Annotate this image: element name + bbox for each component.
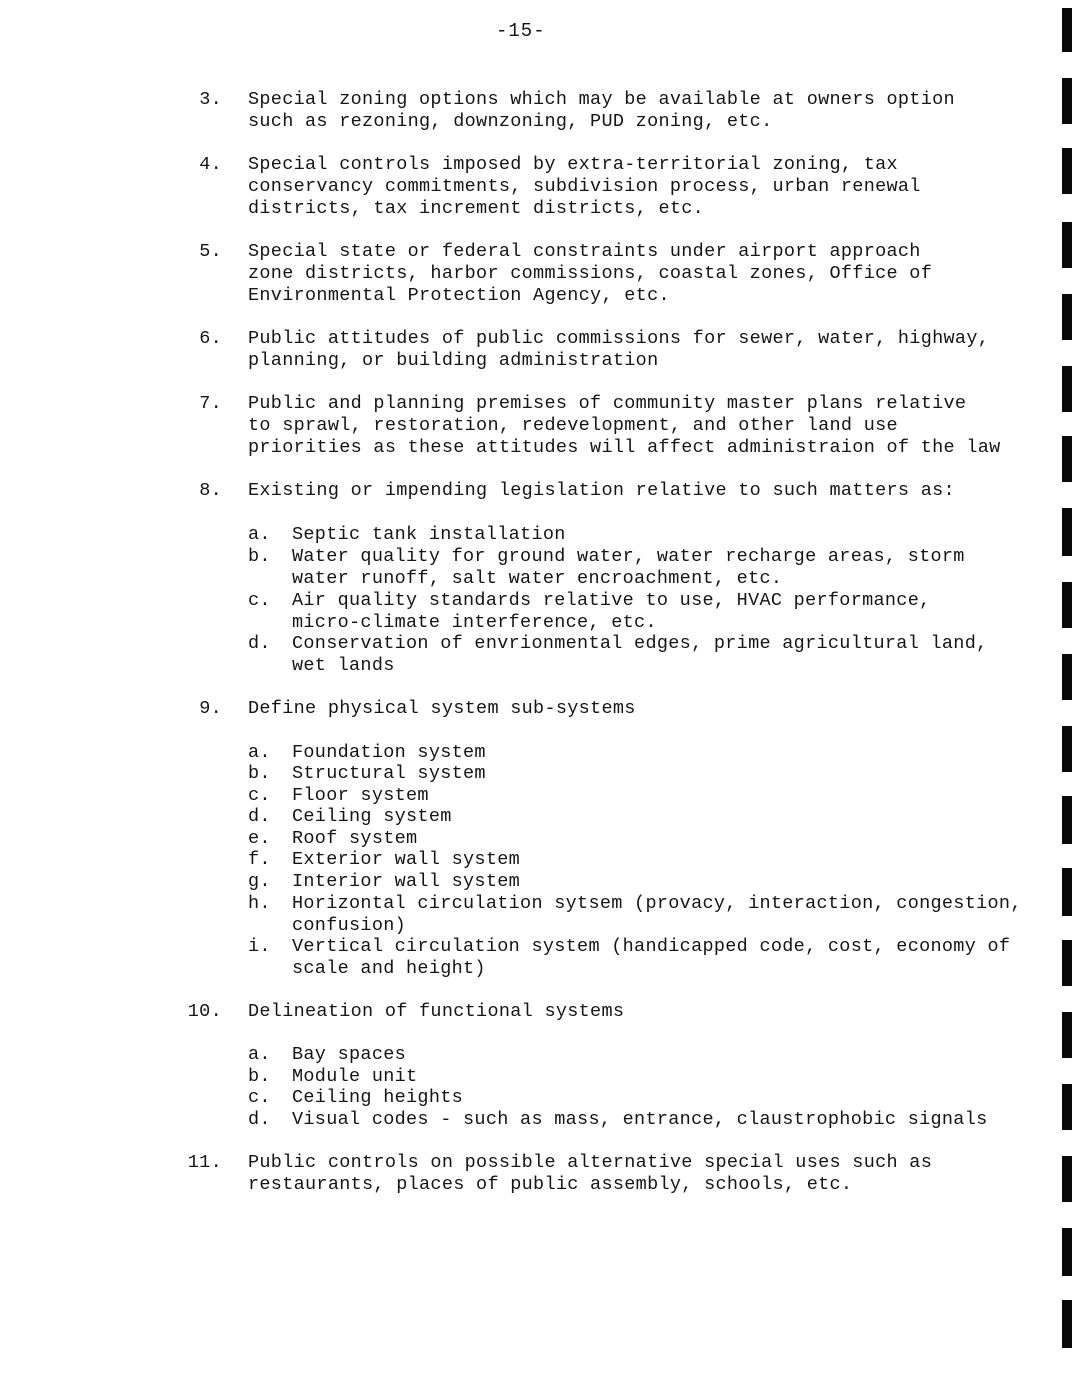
sub-item-text: Interior wall system	[292, 871, 521, 892]
scan-mark	[1062, 148, 1072, 194]
item-text: Existing or impending legislation relative to such matters as:	[248, 480, 955, 501]
sub-item-letter: c.	[248, 785, 271, 806]
sub-item-text: Septic tank installation	[292, 524, 566, 545]
item-number: 7.	[199, 393, 222, 414]
sub-item-letter: c.	[248, 1087, 271, 1108]
item-number: 5.	[199, 241, 222, 262]
item-text: Delineation of functional systems	[248, 1001, 625, 1022]
scan-mark	[1062, 78, 1072, 124]
scan-mark	[1062, 1156, 1072, 1202]
sub-item-text: Exterior wall system	[292, 849, 521, 870]
sub-item-text: Visual codes - such as mass, entrance, claustrophobic signals	[292, 1109, 988, 1130]
sub-item-letter: d.	[248, 633, 271, 654]
page-number: -15-	[496, 20, 546, 42]
item-number: 9.	[199, 698, 222, 719]
sub-item-letter: c.	[248, 590, 271, 611]
sub-item-letter: g.	[248, 871, 271, 892]
sub-item-letter: a.	[248, 1044, 271, 1065]
item-number: 6.	[199, 328, 222, 349]
sub-item-text: Roof system	[292, 828, 418, 849]
scan-mark	[1062, 508, 1072, 556]
sub-item-letter: d.	[248, 1109, 271, 1130]
scan-mark	[1062, 796, 1072, 844]
scan-mark	[1062, 1300, 1072, 1348]
item-number: 10.	[187, 1001, 222, 1022]
scan-mark	[1062, 436, 1072, 482]
scan-mark	[1062, 726, 1072, 772]
sub-item-text: Foundation system	[292, 742, 486, 763]
scan-mark	[1062, 654, 1072, 700]
scan-mark	[1062, 294, 1072, 340]
sub-item-letter: i.	[248, 936, 271, 957]
sub-item-text: Air quality standards relative to use, HVAC performance, micro-climate interference, etc.	[292, 590, 931, 633]
sub-item-text: Vertical circulation system (handicapped code, cost, economy of scale and height)	[292, 936, 1011, 979]
sub-item-text: Conservation of envrionmental edges, prime agricultural land, wet lands	[292, 633, 988, 676]
scan-mark	[1062, 8, 1072, 52]
item-text: Special zoning options which may be available at owners option such as rezoning, downzoning, PUD zoning, etc.	[248, 89, 955, 132]
sub-item-text: Structural system	[292, 763, 486, 784]
sub-item-text: Bay spaces	[292, 1044, 407, 1065]
sub-item-letter: b.	[248, 1066, 271, 1087]
item-text: Special state or federal constraints under airport approach zone districts, harbor commissions, coastal zones, Office of Environmental Protection Agency, etc.	[248, 241, 933, 306]
sub-item-letter: e.	[248, 828, 271, 849]
scan-mark	[1062, 1012, 1072, 1058]
item-number: 4.	[199, 154, 222, 175]
item-text: Public and planning premises of community master plans relative to sprawl, restoration, redevelopment, and other land use priorities as these attitudes will affect administraion of the law	[248, 393, 1001, 458]
sub-item-letter: b.	[248, 546, 271, 567]
sub-item-text: Horizontal circulation sytsem (provacy, interaction, congestion, confusion)	[292, 893, 1022, 936]
sub-item-text: Water quality for ground water, water recharge areas, storm water runoff, salt water encroachment, etc.	[292, 546, 965, 589]
sub-item-letter: d.	[248, 806, 271, 827]
sub-item-letter: b.	[248, 763, 271, 784]
scan-mark	[1062, 1228, 1072, 1276]
sub-item-text: Floor system	[292, 785, 429, 806]
sub-item-letter: a.	[248, 742, 271, 763]
item-text: Public controls on possible alternative special uses such as restaurants, places of public assembly, schools, etc.	[248, 1152, 933, 1195]
item-number: 11.	[187, 1152, 222, 1173]
item-number: 3.	[199, 89, 222, 110]
sub-item-letter: f.	[248, 849, 271, 870]
sub-item-text: Ceiling system	[292, 806, 452, 827]
scan-mark	[1062, 222, 1072, 268]
sub-item-text: Ceiling heights	[292, 1087, 464, 1108]
sub-item-letter: h.	[248, 893, 271, 914]
scan-mark	[1062, 940, 1072, 986]
scan-mark	[1062, 1084, 1072, 1130]
item-text: Public attitudes of public commissions for sewer, water, highway, planning, or building administration	[248, 328, 990, 371]
sub-item-letter: a.	[248, 524, 271, 545]
scan-mark	[1062, 868, 1072, 916]
scan-mark	[1062, 366, 1072, 412]
item-number: 8.	[199, 480, 222, 501]
item-text: Special controls imposed by extra-territorial zoning, tax conservancy commitments, subdivision process, urban renewal districts, tax increment districts, etc.	[248, 154, 921, 219]
sub-item-text: Module unit	[292, 1066, 418, 1087]
item-text: Define physical system sub-systems	[248, 698, 636, 719]
scan-mark	[1062, 582, 1072, 628]
